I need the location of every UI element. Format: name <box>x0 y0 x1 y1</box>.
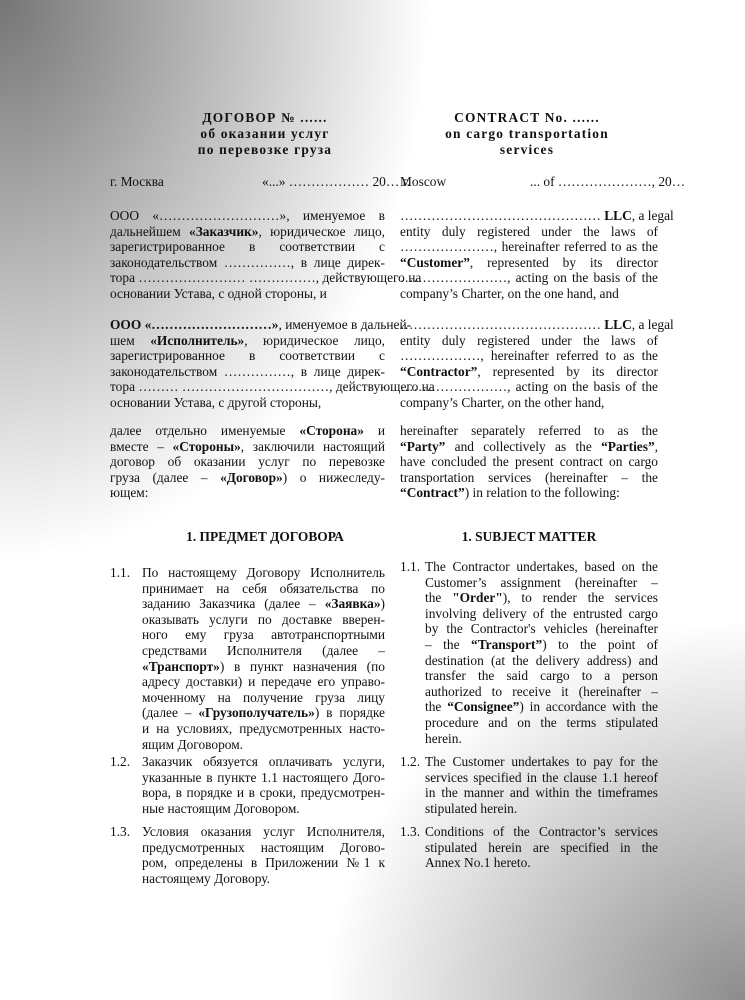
text-line <box>425 637 658 653</box>
text-line <box>400 239 658 255</box>
text-segment: зарегистрированное в соответствии с <box>110 348 385 364</box>
text-segment: ром, определены в Приложении №1 к <box>142 855 385 871</box>
bold-term: “Transport” <box>471 636 543 652</box>
text-segment: предусмотренных настоящим Догово- <box>142 839 385 855</box>
bold-term: ООО «………………………» <box>110 317 279 332</box>
ru-paragraph-customer <box>110 208 422 302</box>
ru-clause-1-1 <box>110 565 385 752</box>
en-title-line: on cargo transportation <box>445 126 609 141</box>
text-segment: The Customer undertakes to pay for the <box>425 754 658 769</box>
ru-section-heading: 1. ПРЕДМЕТ ДОГОВОРА <box>186 529 344 544</box>
text-line <box>400 423 658 439</box>
text-line <box>142 871 385 887</box>
text-line <box>400 286 658 302</box>
text-line <box>400 379 658 395</box>
text-line <box>400 485 658 501</box>
text-segment: transfer the said cargo to a person <box>425 668 658 684</box>
text-line <box>142 627 385 643</box>
text-line <box>425 699 658 715</box>
bold-term: «Транспорт» <box>142 658 220 674</box>
clause-number: 1.3. <box>400 824 421 839</box>
text-line <box>110 286 385 302</box>
text-line <box>142 855 385 871</box>
clause-number: 1.1. <box>110 565 131 580</box>
text-segment: , represented by its director <box>477 363 658 379</box>
text-segment: ные настоящим Договором. <box>142 800 300 816</box>
en-paragraph-customer <box>400 208 674 302</box>
text-line <box>425 653 658 669</box>
text-line <box>142 643 385 659</box>
clause-number: 1.3. <box>110 824 131 839</box>
en-title-line: services <box>499 142 555 157</box>
en-paragraph-contractor <box>400 317 674 411</box>
text-line <box>110 395 385 411</box>
text-line <box>110 224 385 240</box>
text-segment: вместе – <box>110 438 173 454</box>
text-segment: Conditions of the Contractor’s services <box>425 824 658 839</box>
text-segment: , represented by its director <box>469 254 658 270</box>
text-line <box>400 208 674 224</box>
text-segment: дальнейшем <box>110 223 190 239</box>
text-segment: , <box>654 438 658 454</box>
en-paragraph-parties <box>400 423 658 501</box>
text-segment: ) in accordance with the <box>519 699 658 715</box>
text-segment: the <box>425 699 448 715</box>
text-line <box>425 621 658 637</box>
text-segment: принимает на себя обязательства по <box>142 580 385 596</box>
ru-title-line: ДОГОВОР № ...... <box>202 110 328 125</box>
text-segment: груза (далее – <box>110 469 221 485</box>
text-segment: законодательством ……………, в лице дирек- <box>110 254 385 270</box>
text-segment: procedure and on the terms stipulated <box>425 714 658 730</box>
bold-term: “Contractor” <box>400 363 478 379</box>
text-line <box>110 454 385 470</box>
text-line <box>110 439 385 455</box>
bold-term: "Order" <box>452 590 503 606</box>
text-segment: stipulated herein are specified in the <box>425 839 658 855</box>
text-segment: законодательством ……………, в лице дирек- <box>110 363 385 379</box>
text-line <box>400 333 658 349</box>
text-segment: Annex No.1 hereto. <box>425 855 531 871</box>
en-clause-1-1 <box>400 559 658 746</box>
text-line <box>110 317 412 333</box>
text-line <box>142 565 385 581</box>
clause-number: 1.2. <box>110 754 131 769</box>
text-line <box>110 255 385 271</box>
text-line <box>400 439 658 455</box>
text-segment: Customer’s assignment (hereinafter – <box>425 574 658 590</box>
text-segment: настоящему Договору. <box>142 870 270 886</box>
text-segment: authorized to receive it (hereinafter – <box>425 683 658 699</box>
bold-term: «Заявка» <box>324 596 381 612</box>
text-segment: destination (at the delivery address) and <box>425 652 658 668</box>
text-line <box>425 840 658 856</box>
text-line <box>142 674 385 690</box>
text-segment: , a legal <box>631 208 674 223</box>
text-segment: ……………………………………… <box>400 317 605 332</box>
bold-term: “Parties” <box>601 438 655 454</box>
en-clause-1-2 <box>400 754 658 816</box>
text-line <box>110 239 385 255</box>
text-line <box>110 470 385 486</box>
ru-paragraph-contractor <box>110 317 435 411</box>
text-segment: далее отдельно именуемые <box>110 423 300 438</box>
bold-term: «Сторона» <box>299 423 364 438</box>
text-line <box>425 684 658 700</box>
text-segment: and collectively as the <box>445 438 602 454</box>
text-segment: , именуемое в дальней- <box>278 317 412 332</box>
bold-term: «Стороны» <box>172 438 241 454</box>
text-line <box>142 721 385 737</box>
text-segment: ) в пункт назначения (по <box>219 658 385 674</box>
text-line <box>400 270 658 286</box>
text-segment: средствами Исполнителя (далее – <box>142 642 385 658</box>
bold-term: “Party” <box>400 438 446 454</box>
text-line <box>400 224 658 240</box>
bold-term: «Заказчик» <box>189 223 259 239</box>
ru-city: г. Москва <box>110 174 164 189</box>
text-line <box>142 801 385 817</box>
bold-term: «Договор» <box>220 469 283 485</box>
ru-clause-1-2 <box>110 754 385 816</box>
text-line <box>110 423 385 439</box>
text-line <box>142 581 385 597</box>
ru-paragraph-parties <box>110 423 385 501</box>
text-line <box>425 590 658 606</box>
text-segment: указанные в пункте 1.1 настоящего Дого- <box>142 769 385 785</box>
clause-number: 1.1. <box>400 559 421 574</box>
text-line <box>142 824 385 840</box>
text-segment: заданию Заказчика (далее – <box>142 596 325 612</box>
text-segment: ………………, hereinafter referred to as the <box>400 348 658 364</box>
text-line <box>400 395 658 411</box>
text-segment: ……………………………………… <box>400 208 605 223</box>
text-line <box>142 840 385 856</box>
text-segment: services specified in the clause 1.1 hereof <box>425 769 658 785</box>
text-segment: , юридическое лицо, <box>258 223 386 239</box>
text-line <box>142 612 385 628</box>
ru-title <box>150 110 380 158</box>
text-line <box>425 824 658 840</box>
text-line <box>110 333 385 349</box>
text-segment: вора, в порядке и в сроки, предусмотрен- <box>142 785 385 801</box>
ru-clause-1-3 <box>110 824 385 886</box>
text-segment: ) в порядке <box>314 705 386 721</box>
text-segment: договор об оказании услуг по перевозке <box>110 454 385 470</box>
text-line <box>110 364 385 380</box>
text-segment: …………………, hereinafter referred to as the <box>400 239 658 255</box>
text-segment: (далее – <box>142 705 199 721</box>
text-line <box>400 470 658 486</box>
ru-date: «...» ……………… 20… г. <box>262 174 410 189</box>
text-segment: transportation services (hereinafter – the <box>400 469 658 485</box>
text-segment: hereinafter separately referred to as the <box>400 423 658 438</box>
text-segment: by the Contractor's vehicles (hereinafter <box>425 621 658 637</box>
text-segment: entity duly registered under the laws of <box>400 332 658 348</box>
ru-title-line: по перевозке груза <box>197 142 333 157</box>
bold-term: «Исполнитель» <box>150 332 245 348</box>
text-line <box>425 575 658 591</box>
text-segment: моченному на получение груза лицу <box>142 689 385 705</box>
text-segment: ) to the point of <box>542 636 659 652</box>
text-line <box>110 485 385 501</box>
text-segment: основании Устава, с другой стороны, <box>110 394 322 410</box>
text-line <box>142 690 385 706</box>
text-segment: тора ……… ……………………………, действующего на <box>110 379 435 395</box>
text-segment: , заключили настоящий <box>240 438 385 454</box>
en-title-line: CONTRACT No. ...... <box>454 110 600 125</box>
en-clause-1-3 <box>400 824 658 871</box>
bold-term: «Грузополучатель» <box>198 705 315 721</box>
text-line <box>425 668 658 684</box>
text-segment: company’s Charter, on the one hand, and <box>400 285 619 301</box>
text-line <box>142 705 385 721</box>
text-segment: ного ему груза автотранспортными <box>142 627 385 643</box>
text-segment: шем <box>110 332 151 348</box>
text-segment: The Contractor undertakes, based on the <box>425 559 658 574</box>
text-line <box>400 364 658 380</box>
bold-term: “Customer” <box>400 254 470 270</box>
en-city: Moscow <box>400 174 447 189</box>
clause-number: 1.2. <box>400 754 421 769</box>
text-line <box>425 715 658 731</box>
text-segment: ), to render the services <box>502 590 658 606</box>
text-segment: и на условиях, предусмотренных насто- <box>142 720 385 736</box>
text-line <box>142 785 385 801</box>
text-segment: адресу доставки) и передаче его управо- <box>142 674 385 690</box>
ru-title-line: об оказании услуг <box>200 126 330 141</box>
text-line <box>425 785 658 801</box>
text-line <box>425 559 658 575</box>
text-segment: in the manner and within the timeframes <box>425 785 658 801</box>
text-line <box>425 801 658 817</box>
text-line <box>400 454 658 470</box>
text-segment: ) <box>380 596 385 612</box>
text-line <box>400 348 658 364</box>
text-line <box>110 208 385 224</box>
text-segment: entity duly registered under the laws of <box>400 223 658 239</box>
text-segment: herein. <box>425 730 462 746</box>
bold-term: “Contract” <box>400 485 465 501</box>
text-line <box>110 270 422 286</box>
text-segment: stipulated herein. <box>425 800 518 816</box>
text-segment: Условия оказания услуг Исполнителя, <box>142 824 385 839</box>
en-section-heading: 1. SUBJECT MATTER <box>461 529 597 544</box>
text-line <box>142 659 385 675</box>
text-segment: company’s Charter, on the other hand, <box>400 394 605 410</box>
text-segment: , юридическое лицо, <box>244 332 386 348</box>
text-line <box>425 754 658 770</box>
bold-term: LLC <box>604 208 632 223</box>
text-line <box>110 379 435 395</box>
text-segment: ООО «………………………», именуемое в <box>110 208 385 223</box>
text-segment: основании Устава, с одной стороны, и <box>110 285 327 301</box>
bold-term: LLC <box>604 317 632 332</box>
text-segment: ющем: <box>110 485 149 501</box>
text-line <box>142 770 385 786</box>
text-segment: зарегистрированное в соответствии с <box>110 239 385 255</box>
text-segment: По настоящему Договору Исполнитель <box>142 565 385 580</box>
text-segment: ……………………, acting on the basis of the <box>400 270 658 286</box>
text-line <box>425 855 658 871</box>
text-line <box>400 255 658 271</box>
text-segment: have concluded the present contract on cargo <box>400 454 658 470</box>
text-line <box>142 737 385 753</box>
text-segment: , a legal <box>631 317 674 332</box>
text-line <box>142 596 385 612</box>
text-line <box>425 731 658 747</box>
text-segment: ) о нижеследу- <box>282 469 385 485</box>
text-line <box>142 754 385 770</box>
text-segment: и <box>363 423 386 438</box>
text-line <box>425 770 658 786</box>
text-line <box>400 317 674 333</box>
text-segment: оказывать услуги по доставке вверен- <box>142 611 385 627</box>
text-segment: ) in relation to the following: <box>464 485 620 501</box>
text-segment: Заказчик обязуется оплачивать услуги, <box>142 754 385 769</box>
en-date: ... of …………………, 20… <box>530 174 686 189</box>
text-line <box>110 348 385 364</box>
text-segment: involving delivery of the entrusted cargo <box>425 605 658 621</box>
text-segment: тора …………………… ……………, действующего на <box>110 270 422 286</box>
text-segment: ……………………, acting on the basis of the <box>400 379 658 395</box>
bold-term: “Consignee” <box>447 699 520 715</box>
en-title <box>412 110 642 158</box>
text-line <box>425 606 658 622</box>
text-segment: the <box>425 590 453 606</box>
text-segment: ящим Договором. <box>142 736 244 752</box>
text-segment: – the <box>425 636 472 652</box>
